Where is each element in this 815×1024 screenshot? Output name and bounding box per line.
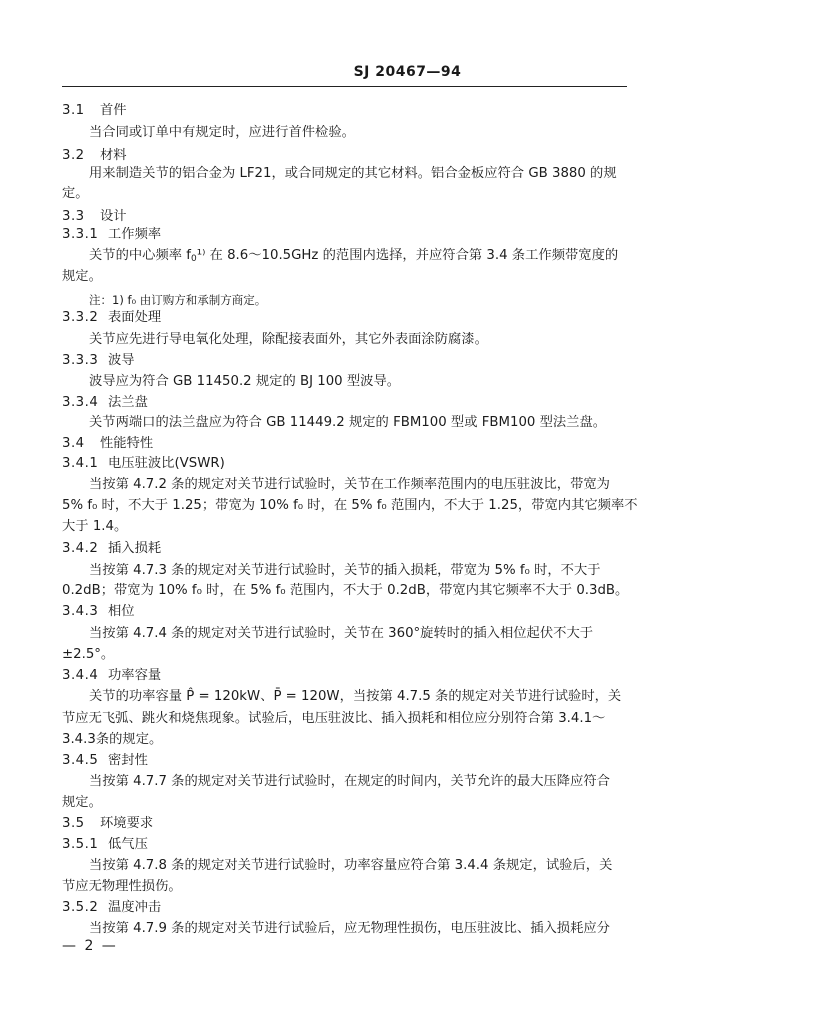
paragraph-line: 当按第 4.7.9 条的规定对关节进行试验后，应无物理性损伤，电压驻波比、插入损耗应分 bbox=[89, 921, 610, 936]
paragraph-line: 大于 1.4。 bbox=[62, 519, 128, 534]
paragraph-line: 关节的功率容量 P̂ = 120kW、P̄ = 120W，当按第 4.7.5 条的规定对关节进行试验时，关 bbox=[89, 689, 622, 704]
paragraph-line: 关节应先进行导电氧化处理，除配接表面外，其它外表面涂防腐漆。 bbox=[89, 332, 488, 347]
section-heading-3-1: 3.1 首件 bbox=[62, 103, 127, 118]
paragraph-line: 定。 bbox=[62, 186, 89, 201]
paragraph-line: 当按第 4.7.7 条的规定对关节进行试验时，在规定的时间内，关节允许的最大压降应符合 bbox=[89, 774, 610, 789]
paragraph-line: 当合同或订单中有规定时，应进行首件检验。 bbox=[89, 125, 355, 140]
paragraph-line: 规定。 bbox=[62, 269, 102, 284]
section-heading-3-4-5: 3.4.5 密封性 bbox=[62, 753, 148, 768]
footnote: 注：1) f₀ 由订购方和承制方商定。 bbox=[89, 293, 267, 307]
paragraph-line: 节应无物理性损伤。 bbox=[62, 879, 182, 894]
section-heading-3-4: 3.4 性能特性 bbox=[62, 436, 154, 451]
paragraph-line: ±2.5°。 bbox=[62, 647, 115, 662]
paragraph-line: 当按第 4.7.2 条的规定对关节进行试验时，关节在工作频率范围内的电压驻波比，带宽为 bbox=[89, 477, 610, 492]
paragraph-line: 规定。 bbox=[62, 795, 102, 810]
section-heading-3-3: 3.3 设计 bbox=[62, 209, 127, 224]
paragraph-line: 节应无飞弧、跳火和烧焦现象。试验后，电压驻波比、插入损耗和相位应分别符合第 3.4.1～ bbox=[62, 711, 606, 726]
paragraph-line: 关节的中心频率 f0¹⁾ 在 8.6～10.5GHz 的范围内选择，并应符合第 3.4 条工作频带宽度的 bbox=[89, 248, 619, 264]
paragraph-line: 当按第 4.7.3 条的规定对关节进行试验时，关节的插入损耗，带宽为 5% f₀ 时，不大于 bbox=[89, 563, 601, 578]
section-heading-3-5-1: 3.5.1 低气压 bbox=[62, 837, 148, 852]
section-heading-3-5: 3.5 环境要求 bbox=[62, 816, 154, 831]
paragraph-line: 用来制造关节的铝合金为 LF21，或合同规定的其它材料。铝合金板应符合 GB 3880 的规 bbox=[89, 166, 617, 181]
section-heading-3-3-2: 3.3.2 表面处理 bbox=[62, 310, 162, 325]
page-number: — 2 — bbox=[62, 938, 118, 954]
paragraph-line: 5% f₀ 时，不大于 1.25；带宽为 10% f₀ 时，在 5% f₀ 范围内，不大于 1.25，带宽内其它频率不 bbox=[62, 498, 638, 513]
paragraph-line: 0.2dB；带宽为 10% f₀ 时，在 5% f₀ 范围内，不大于 0.2dB，带宽内其它频率不大于 0.3dB。 bbox=[62, 583, 629, 598]
section-heading-3-3-1: 3.3.1 工作频率 bbox=[62, 227, 162, 242]
header-rule bbox=[62, 86, 627, 87]
section-heading-3-4-3: 3.4.3 相位 bbox=[62, 604, 135, 619]
standard-code-header: SJ 20467—94 bbox=[353, 64, 462, 80]
section-heading-3-5-2: 3.5.2 温度冲击 bbox=[62, 900, 162, 915]
section-heading-3-2: 3.2 材料 bbox=[62, 148, 127, 163]
paragraph-line: 当按第 4.7.4 条的规定对关节进行试验时，关节在 360°旋转时的插入相位起伏不大于 bbox=[89, 626, 594, 641]
section-heading-3-3-4: 3.3.4 法兰盘 bbox=[62, 395, 148, 410]
paragraph-line: 关节两端口的法兰盘应为符合 GB 11449.2 规定的 FBM100 型或 FBM100 型法兰盘。 bbox=[89, 415, 607, 430]
paragraph-line: 当按第 4.7.8 条的规定对关节进行试验时，功率容量应符合第 3.4.4 条规定，试验后，关 bbox=[89, 858, 613, 873]
section-heading-3-4-2: 3.4.2 插入损耗 bbox=[62, 541, 162, 556]
section-heading-3-4-1: 3.4.1 电压驻波比(VSWR) bbox=[62, 456, 225, 471]
section-heading-3-3-3: 3.3.3 波导 bbox=[62, 353, 135, 368]
section-heading-3-4-4: 3.4.4 功率容量 bbox=[62, 668, 162, 683]
paragraph-line: 3.4.3条的规定。 bbox=[62, 732, 163, 747]
paragraph-line: 波导应为符合 GB 11450.2 规定的 BJ 100 型波导。 bbox=[89, 374, 401, 389]
